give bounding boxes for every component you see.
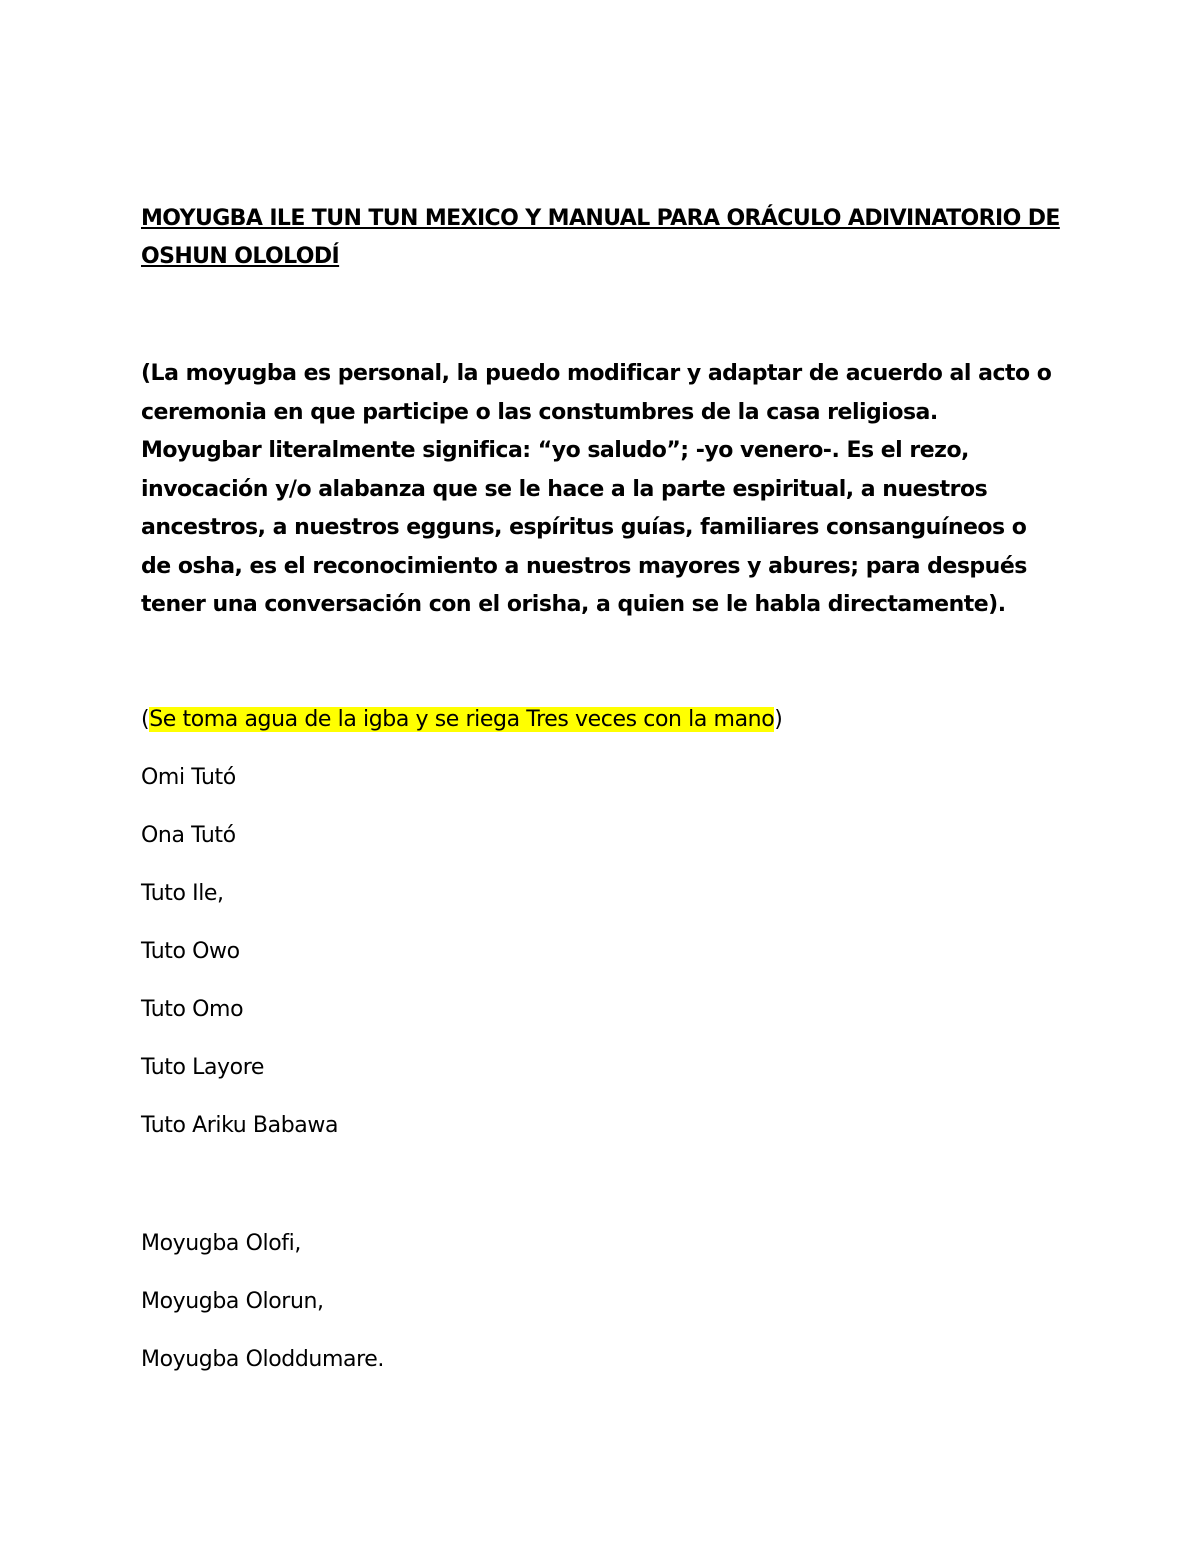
moyugba-line: Moyugba Olofi, xyxy=(141,1231,301,1256)
document-title: MOYUGBA ILE TUN TUN MEXICO Y MANUAL PARA ORÁCULO ADIVINATORIO DE OSHUN OLOLODÍ xyxy=(141,206,1060,269)
moyugba-line: Moyugba Oloddumare. xyxy=(141,1347,384,1372)
moyugba-line: Moyugba Olorun, xyxy=(141,1289,324,1314)
prayer-line: Tuto Omo xyxy=(141,997,244,1022)
prayer-line: Ona Tutó xyxy=(141,823,236,848)
prayer-line: Tuto Owo xyxy=(141,939,240,964)
prayer-line: Tuto Ariku Babawa xyxy=(141,1113,339,1138)
instruction-line xyxy=(141,701,782,739)
prayer-line: Omi Tutó xyxy=(141,765,236,790)
intro-paragraph: (La moyugba es personal, la puedo modificar y adaptar de acuerdo al acto o ceremonia en que participe o las constumbres de la casa religiosa. Moyugbar literalmente significa: “yo saludo”; -yo venero-. Es el rezo, invocación y/o alabanza que se le hace a la parte espiritual, a nuestros ancestros, a nuestros egguns, espíritus guías, familiares consanguíneos o de osha, es el reconocimiento a nuestros mayores y abures; para después tener una conversación con el orisha, a quien se le habla directamente). xyxy=(141,361,1052,617)
prayer-line: Tuto Ile, xyxy=(141,881,224,906)
prayer-line: Tuto Layore xyxy=(141,1055,265,1080)
instruction-open-paren: ( xyxy=(141,707,150,732)
highlighted-instruction: Se toma agua de la igba y se riega Tres veces con la mano xyxy=(149,707,775,732)
instruction-close-paren: ) xyxy=(774,707,783,732)
